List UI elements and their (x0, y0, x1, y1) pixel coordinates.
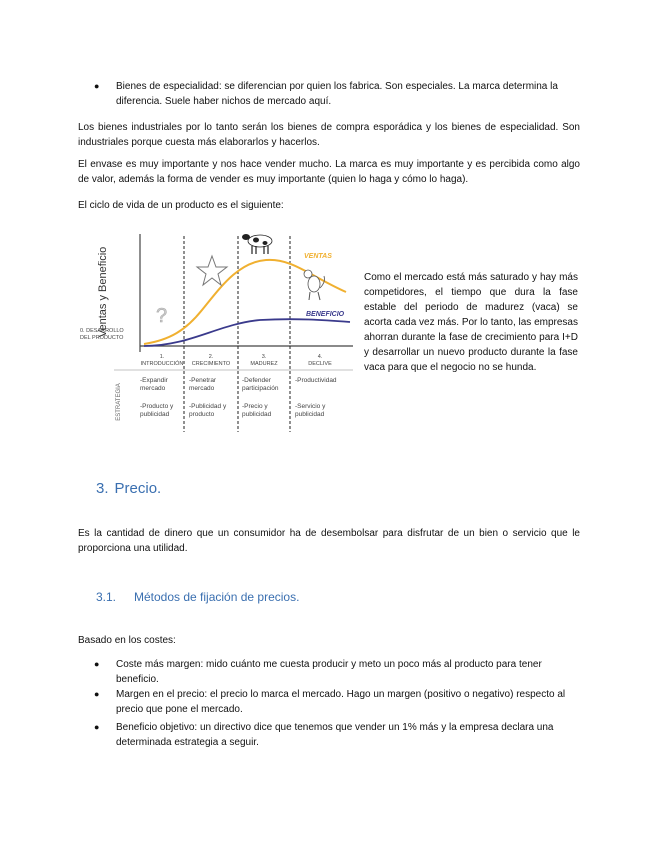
strategy-line: publicidad (242, 411, 272, 418)
ventas-label: VENTAS (304, 253, 332, 260)
star-icon (197, 256, 227, 285)
dog-icon (304, 270, 325, 300)
strategy-line: participación (242, 385, 279, 392)
stage-name: INTRODUCCIÓN (140, 361, 184, 367)
cow-icon (242, 234, 272, 254)
strategy-line: mercado (140, 385, 166, 392)
paragraph-envase: El envase es muy importante y nos hace vender mucho. La marca es muy importante y es percibida como algo de valor, además la forma de vender es muy importante (quien lo haga y cómo lo haga). (78, 159, 580, 185)
section-number: 3. (96, 480, 109, 497)
section-title: Precio. (114, 480, 162, 497)
subsection-heading-metodos (96, 590, 299, 604)
stage-name: MADUREZ (250, 361, 278, 367)
bullet-text: Bienes de especialidad: se diferencian por quien los fabrica. Son especiales. La marca determina la diferencia. Suele haber nichos de mercado aquí. (116, 81, 558, 107)
baseline-label-1: 0. DESARROLLO (80, 328, 124, 334)
list-item (94, 657, 580, 687)
strategy-line: -Penetrar (189, 377, 217, 384)
strategy-line: publicidad (140, 411, 170, 418)
subsection-number: 3.1. (96, 590, 117, 604)
bullet-icon: ● (94, 659, 100, 669)
strategy-line: publicidad (295, 411, 325, 418)
stage-name: CRECIMIENTO (191, 361, 231, 367)
strategy-line: -Expandir (140, 377, 168, 384)
strategy-line: -Precio y (242, 403, 268, 410)
chart-ylabel: Ventas y Beneficio (97, 246, 109, 338)
subsection-title: Métodos de fijación de precios. (134, 590, 300, 604)
paragraph-basado-costes: Basado en los costes: (78, 635, 176, 646)
bullet-icon: ● (94, 81, 100, 91)
bullet-text: Beneficio objetivo: un directivo dice que tenemos que vender un 1% más y la empresa declara una determinada estrategia a seguir. (116, 722, 554, 748)
paragraph-industriales: Los bienes industriales por lo tanto serán los bienes de compra esporádica y los bienes de especialidad. Son industriales porque cuesta más elaborarlos y hacerlos. (78, 122, 580, 148)
paragraph-ciclo-intro: El ciclo de vida de un producto es el siguiente: (78, 200, 284, 211)
strategy-line: producto (189, 411, 215, 418)
product-life-cycle-chart (78, 222, 358, 434)
paragraph-precio-def: Es la cantidad de dinero que un consumidor ha de desembolsar para disfrutar de un bien o servicio que le proporciona una utilidad. (78, 528, 580, 554)
bullet-text: Coste más margen: mido cuánto me cuesta producir y meto un poco más al producto para tener beneficio. (116, 659, 542, 685)
bullet-icon: ● (94, 689, 100, 699)
baseline-label-2: DEL PRODUCTO (80, 335, 124, 341)
list-item (94, 720, 580, 750)
strategy-line: -Producto y (140, 403, 174, 410)
beneficio-label: BENEFICIO (306, 311, 345, 318)
stage-num: 3. (261, 354, 267, 360)
strategy-line: mercado (189, 385, 215, 392)
chart-svg (78, 222, 358, 434)
stage-num: 1. (159, 354, 165, 360)
question-mark-icon: ? (156, 305, 168, 327)
beneficio-curve (144, 319, 350, 346)
list-item (94, 79, 580, 109)
strategy-line: -Servicio y (295, 403, 326, 410)
bullet-icon: ● (94, 722, 100, 732)
paragraph-ciclo-side: Como el mercado está más saturado y hay más competidores, el tiempo que dura la fase estable del periodo de madurez (vaca) se acorta cada vez más. Por lo tanto, las empresas ahorran durante la fase de crecimiento para I+D y desarrollar un nuevo producto durante la fase vaca para que el negocio no se hunda. (364, 272, 578, 373)
strategy-line: -Defender (242, 377, 271, 384)
strategy-line: -Publicidad y (189, 403, 227, 410)
stage-name: DECLIVE (308, 361, 332, 367)
strategy-line: -Productividad (295, 377, 337, 384)
bullet-text: Margen en el precio: el precio lo marca el mercado. Hago un margen (positivo o negativo) respecto al precio que pone el mercado. (116, 689, 566, 715)
stage-num: 2. (208, 354, 214, 360)
list-item (94, 687, 580, 717)
ventas-curve (144, 260, 346, 344)
section-heading-precio (96, 480, 161, 497)
stage-num: 4. (317, 354, 323, 360)
strategy-label: ESTRATEGIA (116, 383, 122, 421)
